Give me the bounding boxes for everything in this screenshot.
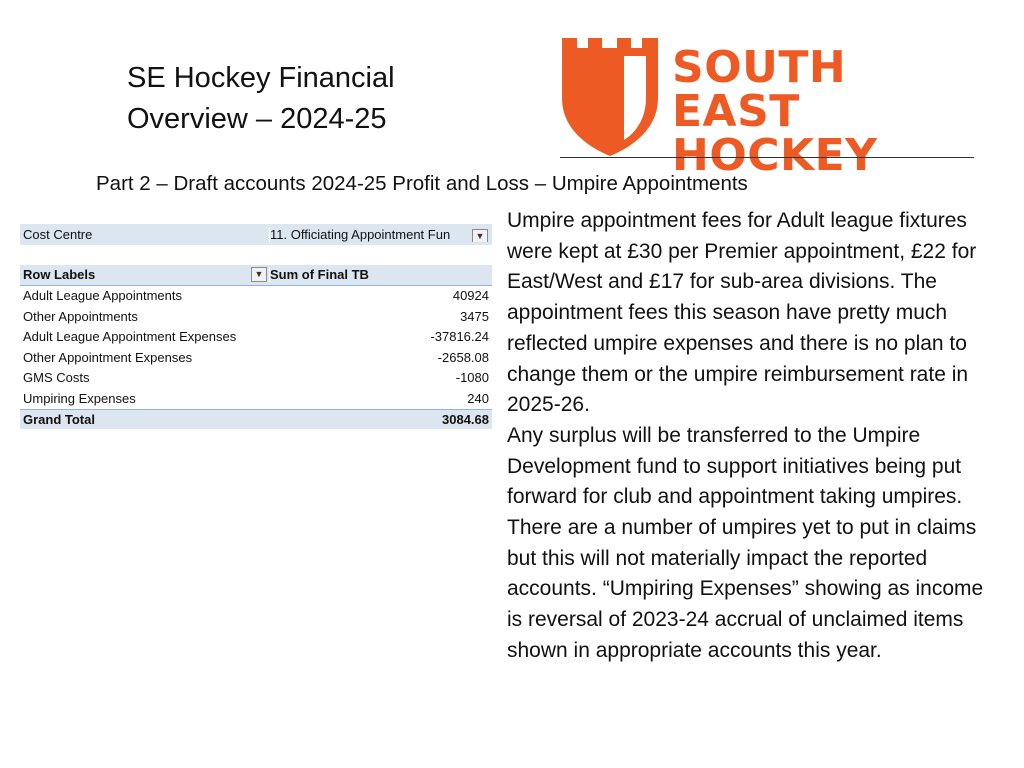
value-header: Sum of Final TB — [270, 267, 369, 283]
grand-total-label: Grand Total — [23, 411, 95, 427]
slide-subtitle: Part 2 – Draft accounts 2024-25 Profit and Loss – Umpire Appointments — [96, 172, 748, 195]
logo-line1: SOUTH EAST — [672, 42, 847, 137]
logo-line2: HOCKEY — [672, 130, 878, 181]
filter-value-cell[interactable] — [270, 227, 492, 242]
filter-dropdown-icon[interactable]: ▼ — [472, 229, 488, 242]
header-divider — [560, 157, 974, 158]
pivot-filter-row — [20, 224, 492, 245]
pivot-table — [20, 224, 492, 429]
logo-wordmark — [672, 42, 974, 181]
row-label: GMS Costs — [23, 370, 90, 386]
row-label: Umpiring Expenses — [23, 390, 136, 406]
row-labels-header-text: Row Labels — [23, 267, 96, 283]
row-value: -1080 — [455, 370, 489, 386]
row-filter-icon[interactable]: ▼ — [251, 267, 267, 282]
pivot-header-row — [20, 265, 492, 286]
filter-label: Cost Centre — [20, 227, 270, 242]
commentary-paragraph-fees: Umpire appointment fees for Adult league fixtures were kept at £30 per Premier appointment, £22 for East/West and £17 for sub-area divisions. The appointment fees this season have pretty much reflected umpire expenses and there is no plan to change them or the umpire reimbursement rate in 2025-26. — [507, 209, 977, 417]
row-labels-header[interactable] — [20, 267, 270, 282]
castle-shield-icon — [560, 36, 660, 158]
table-row — [20, 327, 492, 348]
commentary-paragraph-claims: There are a number of umpires yet to put in claims but this will not materially impact the reported accounts. “Umpiring Expenses” showing as income is reversal of 2023-24 accrual of unclaimed items shown in appropriate accounts this year. — [507, 516, 984, 662]
south-east-hockey-logo — [560, 36, 974, 181]
table-row — [20, 368, 492, 389]
slide-title-line1: SE Hockey Financial — [127, 62, 395, 94]
row-label: Other Appointment Expenses — [23, 349, 193, 365]
pivot-spacer-row — [20, 245, 492, 266]
table-row — [20, 286, 492, 307]
row-label: Adult League Appointments — [23, 288, 183, 304]
commentary-paragraph-surplus: Any surplus will be transferred to the Umpire Development fund to support initiatives being put forward for club and appointment taking umpires. — [507, 423, 963, 509]
row-value: -2658.08 — [437, 349, 489, 365]
grand-total-row — [20, 409, 492, 430]
row-value: 240 — [467, 390, 489, 406]
table-row — [20, 388, 492, 409]
commentary-text — [507, 206, 992, 667]
row-value: 3475 — [460, 308, 489, 324]
table-row — [20, 306, 492, 327]
row-value: 40924 — [452, 288, 489, 304]
grand-total-value: 3084.68 — [442, 411, 489, 427]
filter-value: 11. Officiating Appointment Fun — [270, 226, 451, 242]
slide-title — [127, 58, 487, 140]
row-label: Other Appointments — [23, 308, 138, 324]
row-label: Adult League Appointment Expenses — [23, 329, 237, 345]
table-row — [20, 347, 492, 368]
slide-title-line2: Overview – 2024-25 — [127, 103, 387, 135]
row-value: -37816.24 — [430, 329, 489, 345]
